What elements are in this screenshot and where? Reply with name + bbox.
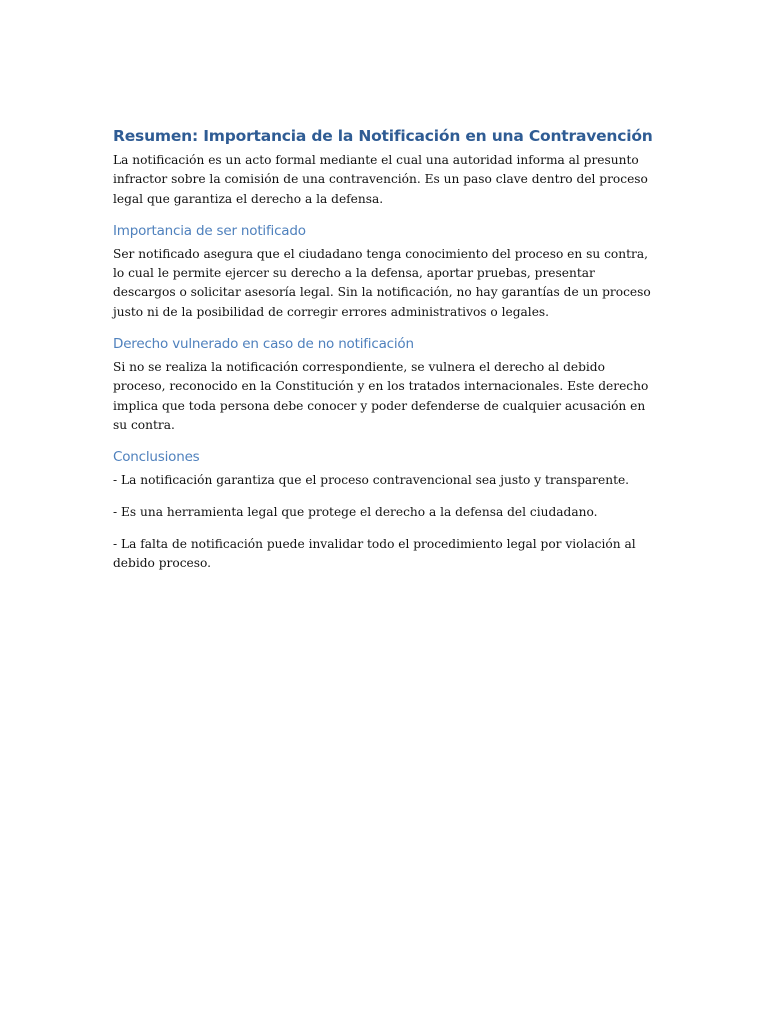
section-heading-violated-right: Derecho vulnerado en caso de no notificación xyxy=(113,336,414,353)
intro-paragraph: La notificación es un acto formal mediante el cual una autoridad informa al presunto infractor sobre la comisión de una contravención. Es un paso clave dentro del proceso legal que garantiza el derecho a la defensa. xyxy=(113,153,648,206)
section-body-violated-right: Si no se realiza la notificación correspondiente, se vulnera el derecho al debido proceso, reconocido en la Constitución y en los tratados internacionales. Este derecho implica que toda persona debe conocer y poder defenderse de cualquier acusación en su contra. xyxy=(113,360,649,432)
conclusion-item: - La notificación garantiza que el proceso contravencional sea justo y transparente. xyxy=(113,473,630,488)
document-title: Resumen: Importancia de la Notificación en una Contravención xyxy=(113,127,653,145)
section-heading-importance: Importancia de ser notificado xyxy=(113,222,306,239)
conclusion-item: - Es una herramienta legal que protege el derecho a la defensa del ciudadano. xyxy=(113,505,598,520)
conclusion-item: - La falta de notificación puede invalidar todo el procedimiento legal por violación al debido proceso. xyxy=(113,536,636,571)
conclusions-heading: Conclusiones xyxy=(113,449,200,466)
document-page xyxy=(113,125,658,586)
section-body-importance: Ser notificado asegura que el ciudadano tenga conocimiento del proceso en su contra, lo cual le permite ejercer su derecho a la defensa, aportar pruebas, presentar descargos o solicitar asesoría legal. Sin la notificación, no hay garantías de un proceso justo ni de la posibilidad de corregir errores administrativos o legales. xyxy=(113,246,651,319)
